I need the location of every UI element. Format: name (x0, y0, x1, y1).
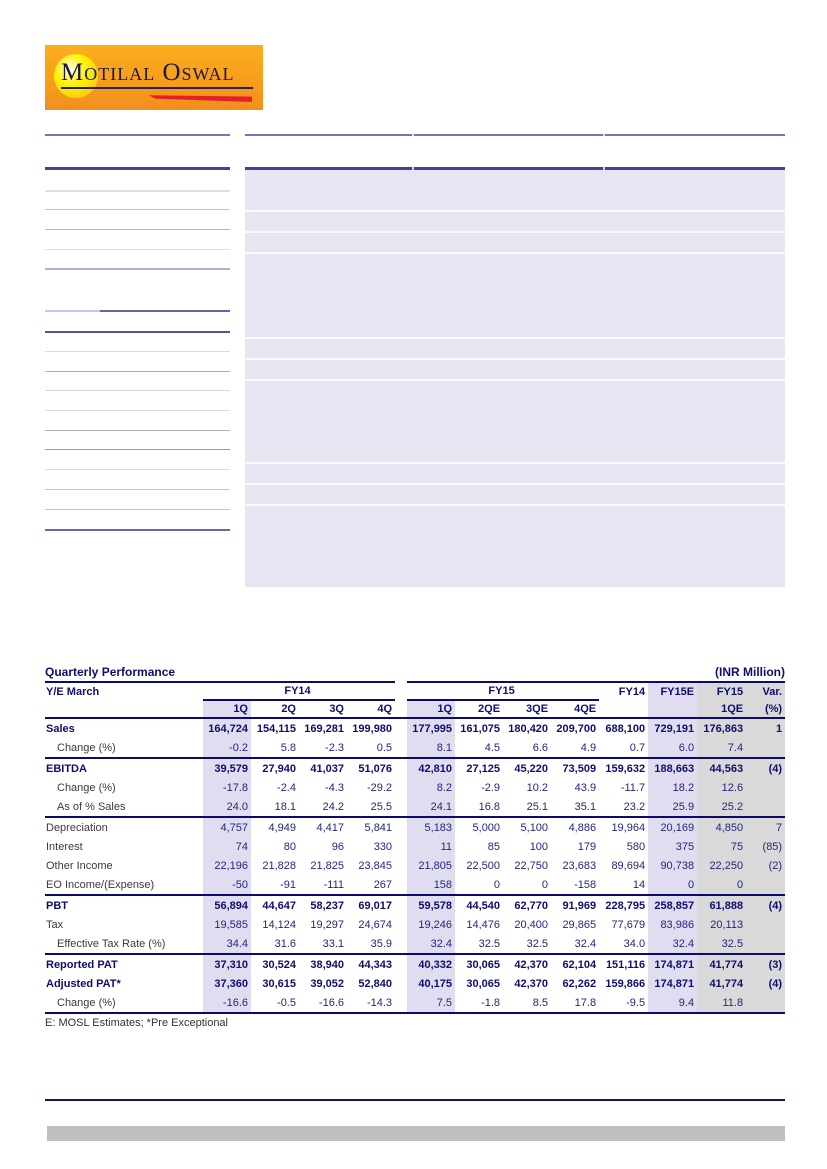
q-header: 1Q (407, 700, 455, 718)
placeholder-line (45, 167, 230, 170)
row-label: Change (%) (45, 993, 203, 1013)
value-cell: 9.4 (648, 993, 697, 1013)
motilal-oswal-logo (45, 45, 263, 110)
value-cell: 25.5 (347, 797, 395, 817)
value-cell: 80 (283, 840, 296, 853)
gap-cell (395, 954, 407, 974)
value-cell: 8.5 (503, 993, 551, 1013)
q-header: 2Q (251, 700, 299, 718)
value-cell: 4,417 (316, 821, 344, 834)
fy15-group-header: FY15 (407, 683, 599, 700)
value-cell: 4,757 (203, 817, 251, 837)
value-cell: 580 (626, 840, 646, 853)
value-cell: 11 (407, 837, 455, 856)
value-cell: 42,810 (407, 758, 455, 778)
value-cell: 33.1 (299, 934, 347, 954)
value-cell: -111 (299, 875, 347, 895)
value-cell: 22,196 (203, 856, 251, 875)
value-cell: 43.9 (574, 781, 597, 794)
value-cell: 34.4 (203, 934, 251, 954)
value-cell: 19,964 (611, 821, 646, 834)
placeholder-line (45, 410, 230, 411)
table-row (45, 993, 785, 1013)
value-cell: -2.3 (299, 738, 347, 758)
value-cell: 22,250 (697, 856, 746, 875)
value-cell (746, 934, 785, 954)
footer-divider (45, 1099, 785, 1101)
value-cell: 74 (203, 837, 251, 856)
value-cell: 39,579 (203, 758, 251, 778)
table-row (45, 895, 785, 915)
value-cell: 19,246 (407, 915, 455, 934)
fy14-annual-header: FY14 (618, 685, 646, 698)
gap-cell (395, 797, 407, 817)
table-row (45, 974, 785, 993)
content-placeholder-panel (245, 170, 785, 587)
value-cell: 52,840 (358, 977, 393, 990)
table-row (45, 837, 785, 856)
value-cell: 20,400 (514, 918, 549, 931)
value-cell: 23.2 (599, 797, 648, 817)
value-cell (746, 778, 785, 797)
table-row (45, 817, 785, 837)
value-cell: -2.4 (277, 781, 296, 794)
value-cell: 161,075 (460, 722, 501, 735)
value-cell: -0.5 (251, 993, 299, 1013)
value-cell: -17.8 (203, 778, 251, 797)
table-row (45, 856, 785, 875)
value-cell: 0.5 (347, 738, 395, 758)
header-row-quarters (45, 700, 785, 718)
value-cell: 56,894 (203, 895, 251, 915)
value-cell: 179 (577, 840, 597, 853)
footer-bar (47, 1126, 785, 1141)
value-cell: 0.7 (599, 738, 648, 758)
value-cell: 14,476 (466, 918, 501, 931)
value-cell: 44,563 (697, 758, 746, 778)
q-header: 4QE (551, 700, 599, 718)
table-row (45, 738, 785, 758)
value-cell: 100 (529, 840, 549, 853)
ye-march-header: Y/E March (46, 685, 100, 698)
value-cell: 4.9 (551, 738, 599, 758)
gap-cell (395, 993, 407, 1013)
value-cell: 12.6 (697, 778, 746, 797)
value-cell: 5,100 (520, 821, 549, 834)
value-cell: 75 (697, 837, 746, 856)
value-cell: 27,125 (466, 762, 501, 775)
value-cell: 41,037 (310, 762, 344, 775)
title-rule-gap (395, 681, 407, 683)
value-cell: 159,866 (605, 977, 646, 990)
value-cell: 41,774 (697, 954, 746, 974)
gap-cell (395, 700, 407, 718)
value-cell (746, 875, 785, 895)
value-cell: 38,940 (310, 958, 344, 971)
value-cell: 14 (599, 875, 648, 895)
q-header: 1Q (203, 700, 251, 718)
value-cell (746, 993, 785, 1013)
row-label: Adjusted PAT* (46, 977, 121, 990)
value-cell: 5,000 (472, 821, 501, 834)
value-cell: 89,694 (611, 859, 646, 872)
value-cell: 729,191 (648, 718, 697, 738)
value-cell: -9.5 (599, 993, 648, 1013)
q-header: 2QE (455, 700, 503, 718)
value-cell: 59,578 (407, 895, 455, 915)
value-cell: 30,065 (466, 977, 501, 990)
value-cell: 35.1 (551, 797, 599, 817)
value-cell: 31.6 (251, 934, 299, 954)
placeholder-line (45, 390, 230, 391)
value-cell: 151,116 (605, 958, 646, 971)
table-unit-label: (INR Million) (715, 665, 785, 679)
value-cell: 164,724 (203, 718, 251, 738)
value-cell: 1 (746, 718, 785, 738)
value-cell: 41,774 (697, 974, 746, 993)
value-cell: 30,524 (262, 958, 296, 971)
value-cell: 0 (503, 875, 551, 895)
placeholder-line (45, 371, 230, 372)
placeholder-line (45, 529, 230, 531)
value-cell: 23,683 (562, 859, 597, 872)
value-cell: 25.2 (697, 797, 746, 817)
header-row-groups (45, 683, 785, 700)
row-label: As of % Sales (45, 797, 203, 817)
table-body (45, 718, 785, 1013)
gap-cell (395, 875, 407, 895)
value-cell: 4,886 (568, 821, 597, 834)
value-cell: 44,540 (466, 899, 501, 912)
value-cell: 0 (648, 875, 697, 895)
value-cell: 4.5 (455, 738, 503, 758)
placeholder-line (45, 249, 230, 250)
gap-cell (395, 738, 407, 758)
logo-brand-text: Motilal Oswal (61, 59, 253, 89)
value-cell: 199,980 (352, 722, 393, 735)
row-label: Interest (46, 840, 83, 853)
value-cell: 62,104 (562, 958, 597, 971)
value-cell: -11.7 (620, 781, 646, 794)
value-cell: 159,632 (605, 762, 646, 775)
value-cell: 22,750 (514, 859, 549, 872)
value-cell: -91 (251, 875, 299, 895)
value-cell: 32.4 (407, 934, 455, 954)
value-cell: 8.2 (407, 778, 455, 797)
placeholder-line (45, 268, 230, 270)
performance-table (45, 683, 785, 1014)
value-cell: 21,828 (262, 859, 296, 872)
value-cell: 58,237 (310, 899, 344, 912)
empty-header-cell (599, 700, 648, 718)
value-cell: 6.0 (648, 738, 697, 758)
pct-header: (%) (746, 700, 785, 718)
gap-cell (395, 817, 407, 837)
value-cell: 24,674 (358, 918, 393, 931)
value-cell: 375 (648, 837, 697, 856)
value-cell: 32.4 (551, 934, 599, 954)
value-cell: 177,995 (407, 718, 455, 738)
value-cell: (3) (746, 954, 785, 974)
row-label: Change (%) (57, 781, 116, 794)
gap-cell (395, 683, 407, 700)
row-label: EO Income/(Expense) (45, 875, 203, 895)
value-cell: 22,500 (466, 859, 501, 872)
value-cell: 20,113 (697, 915, 746, 934)
value-cell: -14.3 (347, 993, 395, 1013)
q-header: 4Q (347, 700, 395, 718)
value-cell: 8.1 (407, 738, 455, 758)
value-cell: 20,169 (648, 817, 697, 837)
value-cell: -16.6 (203, 993, 251, 1013)
value-cell: 37,310 (203, 954, 251, 974)
value-cell: 32.4 (648, 934, 697, 954)
value-cell: 32.5 (455, 934, 503, 954)
placeholder-line (45, 469, 230, 470)
value-cell: 18.1 (251, 797, 299, 817)
value-cell: 42,370 (514, 958, 549, 971)
value-cell: (2) (746, 856, 785, 875)
value-cell: 267 (347, 875, 395, 895)
row-label: Sales (46, 722, 75, 735)
table-title-bar (45, 663, 785, 683)
value-cell: 51,076 (358, 762, 393, 775)
value-cell: 7 (746, 817, 785, 837)
value-cell: 25.9 (648, 797, 697, 817)
value-cell: (4) (746, 974, 785, 993)
value-cell: 180,420 (508, 722, 549, 735)
value-cell: 32.5 (697, 934, 746, 954)
table-row (45, 934, 785, 954)
value-cell: 0 (455, 875, 503, 895)
placeholder-line (45, 229, 230, 230)
gap-cell (395, 974, 407, 993)
table-row (45, 778, 785, 797)
value-cell: 61,888 (697, 895, 746, 915)
value-cell: 77,679 (611, 918, 646, 931)
value-cell: (4) (746, 758, 785, 778)
row-label: Other Income (46, 859, 113, 872)
placeholder-line (45, 134, 230, 136)
value-cell: (85) (746, 837, 785, 856)
value-cell: 158 (407, 875, 455, 895)
value-cell: 176,863 (697, 718, 746, 738)
value-cell: 5.8 (251, 738, 299, 758)
value-cell: 69,017 (358, 899, 393, 912)
value-cell: (4) (746, 895, 785, 915)
fy15e-header: FY15E (648, 683, 697, 700)
value-cell: 21,805 (407, 856, 455, 875)
value-cell: 188,663 (648, 758, 697, 778)
value-cell: 169,281 (304, 722, 344, 735)
gap-cell (395, 718, 407, 738)
empty-header-cell (45, 700, 203, 718)
value-cell: 45,220 (514, 762, 549, 775)
table-row (45, 915, 785, 934)
value-cell: -16.6 (299, 993, 347, 1013)
gap-cell (395, 915, 407, 934)
value-cell: 40,175 (407, 974, 455, 993)
placeholder-line (45, 430, 230, 431)
placeholder-line (45, 489, 230, 490)
value-cell: -50 (203, 875, 251, 895)
value-cell: 85 (487, 840, 501, 853)
value-cell: 174,871 (648, 954, 697, 974)
value-cell: -0.2 (203, 738, 251, 758)
value-cell: 39,052 (310, 977, 344, 990)
value-cell: 19,585 (203, 915, 251, 934)
placeholder-line (45, 351, 230, 352)
fy15-header: FY15 (697, 683, 746, 700)
value-cell: -1.8 (455, 993, 503, 1013)
value-cell: 29,865 (562, 918, 597, 931)
var-header: Var. (746, 683, 785, 700)
value-cell: 34.0 (599, 934, 648, 954)
value-cell: 10.2 (526, 781, 549, 794)
value-cell: 5,183 (407, 817, 455, 837)
q-header: 3QE (503, 700, 551, 718)
table-row (45, 797, 785, 817)
placeholder-line (45, 449, 230, 450)
value-cell: 688,100 (605, 722, 646, 735)
value-cell: 62,262 (562, 977, 597, 990)
value-cell: 24.0 (203, 797, 251, 817)
value-cell: 18.2 (648, 778, 697, 797)
gap-cell (395, 758, 407, 778)
value-cell: 16.8 (455, 797, 503, 817)
value-cell (746, 797, 785, 817)
placeholder-line (45, 310, 230, 312)
row-label: Depreciation (46, 821, 108, 834)
table-footnote: E: MOSL Estimates; *Pre Exceptional (45, 1017, 228, 1029)
value-cell: 5,841 (364, 821, 393, 834)
value-cell: 96 (331, 840, 344, 853)
table-row (45, 718, 785, 738)
header-rule (245, 134, 785, 136)
value-cell: 174,871 (648, 974, 697, 993)
gap-cell (395, 837, 407, 856)
value-cell: 27,940 (262, 762, 296, 775)
value-cell: 228,795 (605, 899, 646, 912)
value-cell: 23,845 (358, 859, 393, 872)
value-cell: 30,615 (262, 977, 296, 990)
q-header: 3Q (299, 700, 347, 718)
value-cell: 6.6 (503, 738, 551, 758)
row-label: EBITDA (46, 762, 87, 775)
logo-swoosh-icon (149, 93, 252, 102)
placeholder-line (45, 190, 230, 192)
value-cell: 91,969 (562, 899, 597, 912)
row-label: Effective Tax Rate (%) (45, 934, 203, 954)
value-cell: 44,647 (262, 899, 296, 912)
value-cell: 42,370 (514, 977, 549, 990)
value-cell: 40,332 (407, 954, 455, 974)
gap-cell (395, 895, 407, 915)
value-cell: 154,115 (256, 722, 296, 735)
value-cell: 62,770 (514, 899, 549, 912)
qe1-header: 1QE (697, 700, 746, 718)
value-cell: -4.3 (325, 781, 344, 794)
table-title: Quarterly Performance (45, 665, 176, 679)
value-cell: 83,986 (648, 915, 697, 934)
value-cell (746, 915, 785, 934)
value-cell: 73,509 (562, 762, 597, 775)
value-cell: 30,065 (466, 958, 501, 971)
value-cell: 7.4 (697, 738, 746, 758)
value-cell: 32.5 (503, 934, 551, 954)
value-cell: 19,297 (310, 918, 344, 931)
value-cell: 21,825 (310, 859, 344, 872)
row-label: Reported PAT (46, 958, 118, 971)
gap-cell (395, 778, 407, 797)
table-row (45, 875, 785, 895)
value-cell: 17.8 (551, 993, 599, 1013)
placeholder-line (45, 209, 230, 210)
value-cell (746, 738, 785, 758)
gap-cell (395, 856, 407, 875)
empty-header-cell (648, 700, 697, 718)
value-cell: 0 (697, 875, 746, 895)
value-cell: -158 (551, 875, 599, 895)
table-row (45, 758, 785, 778)
value-cell: 330 (373, 840, 393, 853)
row-label: Tax (46, 918, 64, 931)
placeholder-line (45, 331, 230, 333)
row-label: PBT (46, 899, 68, 912)
table-row (45, 954, 785, 974)
value-cell: 4,850 (697, 817, 746, 837)
value-cell: 4,949 (268, 821, 296, 834)
value-cell: 44,343 (358, 958, 393, 971)
value-cell: 25.1 (503, 797, 551, 817)
fy14-group-header: FY14 (203, 683, 395, 700)
value-cell: 11.8 (697, 993, 746, 1013)
value-cell: -2.9 (481, 781, 501, 794)
value-cell: 14,124 (262, 918, 296, 931)
value-cell: 209,700 (556, 722, 597, 735)
placeholder-line (45, 509, 230, 510)
quarterly-performance-table (45, 663, 785, 1029)
value-cell: -29.2 (366, 781, 393, 794)
value-cell: 7.5 (407, 993, 455, 1013)
value-cell: 37,360 (203, 974, 251, 993)
value-cell: 24.2 (299, 797, 347, 817)
row-label: Change (%) (45, 738, 203, 758)
value-cell: 258,857 (648, 895, 697, 915)
value-cell: 90,738 (648, 856, 697, 875)
gap-cell (395, 934, 407, 954)
value-cell: 35.9 (347, 934, 395, 954)
value-cell: 24.1 (407, 797, 455, 817)
